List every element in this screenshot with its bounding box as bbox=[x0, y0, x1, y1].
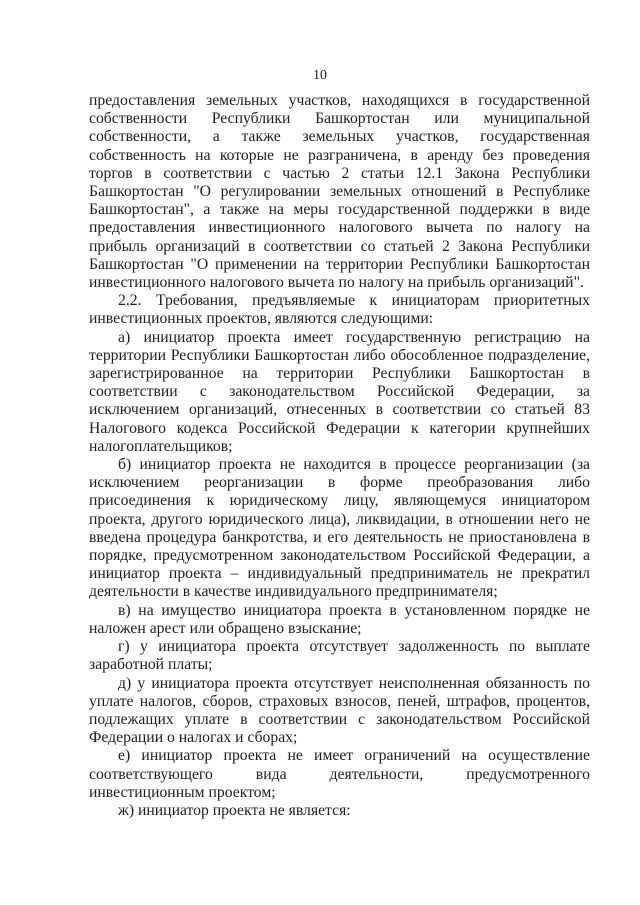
page-number: 10 bbox=[313, 68, 327, 83]
list-item-e: е) инициатор проекта не имеет ограничений на осуществление соответствующего вида деятельности, предусмотренного инвестиционным проектом; bbox=[89, 747, 590, 801]
paragraph-2-2: 2.2. Требования, предъявляемые к инициаторам приоритетных инвестиционных проектов, являются следующими: bbox=[89, 292, 590, 328]
list-item-v: в) на имущество инициатора проекта в установленном порядке не наложен арест или обращено взыскание; bbox=[89, 601, 590, 637]
list-item-g: г) у инициатора проекта отсутствует задолженность по выплате заработной платы; bbox=[89, 638, 590, 674]
paragraph-continuation: предоставления земельных участков, находящихся в государственной собственности Республики Башкортостан или муниципальной собственности, а также земельных участков, государственная собственность на которые не разграничена, в аренду без проведения торгов в соответствии с частью 2 статьи 12.1 Закона Республики Башкортостан "О регулировании земельных отношений в Республике Башкортостан", а также на меры государственной поддержки в виде предоставления инвестиционного налогового вычета по налогу на прибыль организаций в соответствии со статьей 2 Закона Республики Башкортостан "О применении на территории Республики Башкортостан инвестиционного налогового вычета по налогу на прибыль организаций". bbox=[89, 92, 590, 292]
list-item-zh: ж) инициатор проекта не является: bbox=[118, 801, 351, 819]
list-item-a: а) инициатор проекта имеет государственную регистрацию на территории Республики Башкортостан либо обособленное подразделение, зарегистрированное на территории Республики Башкортостан в соответствии с законодательством Российской Федерации, за исключением организаций, отнесенных в соответствии со статьей 83 Налогового кодекса Российской Федерации к категории крупнейших налогоплательщиков; bbox=[89, 328, 590, 455]
document-body bbox=[89, 92, 590, 820]
list-item-b: б) инициатор проекта не находится в процессе реорганизации (за исключением реорганизации в форме преобразования либо присоединения к юридическому лицу, являющемуся инициатором проекта, другого юридического лица), ликвидации, в отношении него не введена процедура банкротства, и его деятельность не приостановлена в порядке, предусмотренном законодательством Российской Федерации, а инициатор проекта – индивидуальный предприниматель не прекратил деятельности в качестве индивидуального предпринимателя; bbox=[89, 456, 590, 601]
list-item-d: д) у инициатора проекта отсутствует неисполненная обязанность по уплате налогов, сборов, страховых взносов, пеней, штрафов, процентов, подлежащих уплате в соответствии с законодательством Российской Федерации о налогах и сборах; bbox=[89, 674, 590, 747]
